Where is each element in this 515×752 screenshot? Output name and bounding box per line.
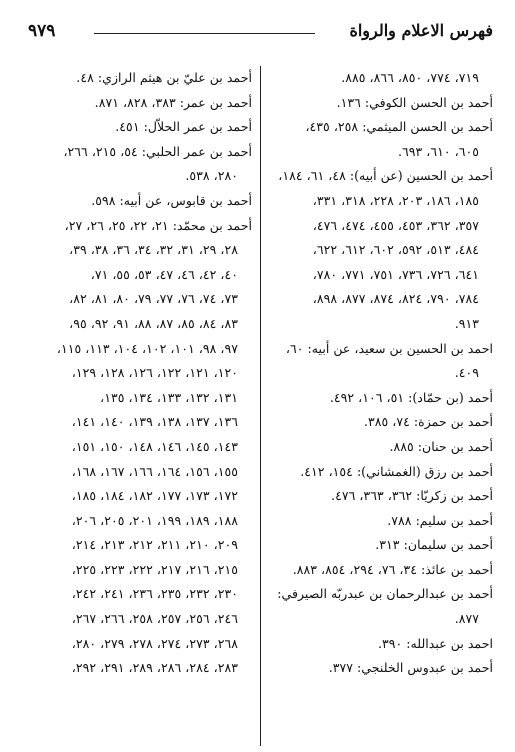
index-entry: أحمد بن الحسن الكوفي: ١٣٦. [336,94,493,110]
index-entry: أحمد بن عمر: ٣٨٣، ٨٢٨، ٨٧١. [94,94,252,110]
index-entry-continuation: ٤٠٩. [454,365,479,381]
index-entry-continuation: ٤٠، ٤٢، ٤٦، ٤٧، ٥٣، ٥٥، ٧١، [90,266,238,282]
index-entry: أحمد بن زكريّا: ٣٦٢، ٣٦٣، ٤٧٦. [331,488,493,504]
index-entry-continuation: ٤٨٤، ٥١٣، ٥٩٢، ٦٠٢، ٦١٢، ٦٢٢، [312,242,479,258]
index-entry: أحمد بن سليم: ٧٨٨. [387,512,493,528]
page-number: ٩٧٩ [28,21,56,41]
index-entry-continuation: ٢٦٨، ٢٧٣، ٢٧٤، ٢٧٨، ٢٧٩، ٢٨٠، [71,635,238,651]
index-entry-continuation: ١٣٦، ١٣٧، ١٣٨، ١٣٩، ١٤٠، ١٤١، [71,414,238,430]
index-entry-continuation: ١٨٥، ١٨٦، ٢٠٣، ٢٢٨، ٣١٨، ٣٣١، [312,192,479,208]
index-entry-continuation: ١٥٥، ١٥٦، ١٦٤، ١٦٦، ١٦٧، ١٦٨، [71,463,238,479]
index-entry-continuation: ١٣١، ١٣٢، ١٣٣، ١٣٤، ١٣٥، [100,389,238,405]
index-entry-continuation: ٢٤٦، ٢٥٦، ٢٥٧، ٢٥٨، ٢٦٦، ٢٦٧، [71,611,238,627]
index-entry: أحمد بن الحسن الميثمي: ٢٥٨، ٤٣٥، [305,119,493,135]
index-entry-continuation: ١٢٠، ١٢١، ١٢٢، ١٢٦، ١٢٨، ١٢٩، [71,365,238,381]
index-entry-continuation: ٨٣، ٨٤، ٨٥، ٨٧، ٨٨، ٩١، ٩٢، ٩٥، [69,315,238,331]
index-entry: أحمد بن عائذ: ٣٤، ٧٦، ٢٩٤، ٨٥٤، ٨٨٣. [292,561,493,577]
index-entry: أحمد بن عمر الحلبي: ٥٤، ٢١٥، ٢٦٦، [63,143,252,159]
page-title: فهرس الاعلام والرواة [349,21,493,40]
index-entry-continuation: ٢٨٣، ٢٨٤، ٢٨٦، ٢٨٩، ٢٩١، ٢٩٢، [71,660,238,676]
index-entry: أحمد بن رزق (الغمشاني): ١٥٤، ٤١٢. [300,463,493,479]
index-entry-continuation: ٧٣، ٧٤، ٧٦، ٧٧، ٧٩، ٨٠، ٨١، ٨٢، [69,291,238,307]
header-rule [94,33,315,34]
index-entry-continuation: ٢٠٩، ٢١٠، ٢١١، ٢١٢، ٢١٣، ٢١٤، [71,537,238,553]
right-column [261,66,493,736]
index-entry: أحمد بن عمر الحلاّل: ٤٥١. [115,119,252,135]
left-column [20,66,252,736]
index-entry-continuation: ٧١٩، ٧٧٤، ٨٥٠، ٨٦٦، ٨٨٥. [341,70,479,85]
index-entry-continuation: ٢٨٠، ٥٣٨. [185,168,238,184]
index-entry-continuation: ٧٨٤، ٧٩٠، ٨٢٤، ٨٧٤، ٨٧٧، ٨٩٨، [312,291,479,307]
index-entry: أحمد بن عبدالرحمان بن عبدربّه الصيرفي: [277,586,493,602]
index-entry-continuation: ٩١٣. [454,315,479,331]
index-entry-continuation: ٦٤١، ٧٢٦، ٧٣٦، ٧٥١، ٧٧١، ٧٨٠، [312,266,479,282]
index-entry-continuation: ١٧٢، ١٧٣، ١٧٧، ١٨٢، ١٨٤، ١٨٥، [71,488,238,504]
index-entry-continuation: ٢٨، ٢٩، ٣١، ٣٢، ٣٤، ٣٦، ٣٨، ٣٩، [69,242,238,258]
index-entry-continuation: ٨٧٧. [454,611,479,627]
column-divider [260,66,261,746]
page-header [20,18,493,46]
index-entry-continuation: ٢٣٠، ٢٣٢، ٢٣٥، ٢٣٦، ٢٤١، ٢٤٢، [71,586,238,602]
index-entry: أحمد بن حمزة: ٧٤، ٣٨٥. [363,414,493,430]
index-entry: أحمد بن الحسين (عن أبيه): ٤٨، ٦١، ١٨٤، [278,168,493,184]
index-entry-continuation: ٢١٥، ٢١٦، ٢١٧، ٢٢٢، ٢٢٣، ٢٢٥، [71,561,238,577]
index-entry: أحمد بن سليمان: ٣١٣. [375,537,493,553]
index-entry-continuation: ٦٠٥، ٦١٠، ٦٩٣. [397,143,479,159]
index-entry: أحمد بن عبدوس الخلنجي: ٣٧٧. [328,660,493,676]
index-entry-continuation: ١٤٣، ١٤٥، ١٤٦، ١٤٨، ١٥٠، ١٥١، [71,438,238,454]
index-entry-continuation: ٩٧، ٩٨، ١٠١، ١٠٢، ١٠٤، ١١٣، ١١٥، [56,340,238,356]
index-entry: احمد بن عبدالله: ٣٩٠. [377,635,493,651]
index-entry: أحمد بن حنان: ٨٨٥. [389,438,493,454]
index-entry: أحمد بن عليّ بن هيثم الرازي: ٤٨. [76,70,252,85]
index-entry: أحمد بن قابوس، عن أبيه: ٥٩٨. [91,192,252,208]
index-entry: احمد بن الحسين بن سعيد، عن أبيه: ٦٠، [285,340,493,356]
index-entry-continuation: ٣٥٧، ٣٦٢، ٤٥٣، ٤٥٥، ٤٧٤، ٤٧٦، [312,217,479,233]
index-entry-continuation: ١٨٨، ١٨٩، ١٩٩، ٢٠١، ٢٠٥، ٢٠٦، [71,512,238,528]
index-entry: أحمد (بن حمّاد): ٥١، ١٠٦، ٤٩٢. [329,389,493,405]
index-columns [14,66,501,736]
index-entry: أحمد بن محمّد: ٢١، ٢٢، ٢٥، ٢٦، ٢٧، [64,217,252,233]
